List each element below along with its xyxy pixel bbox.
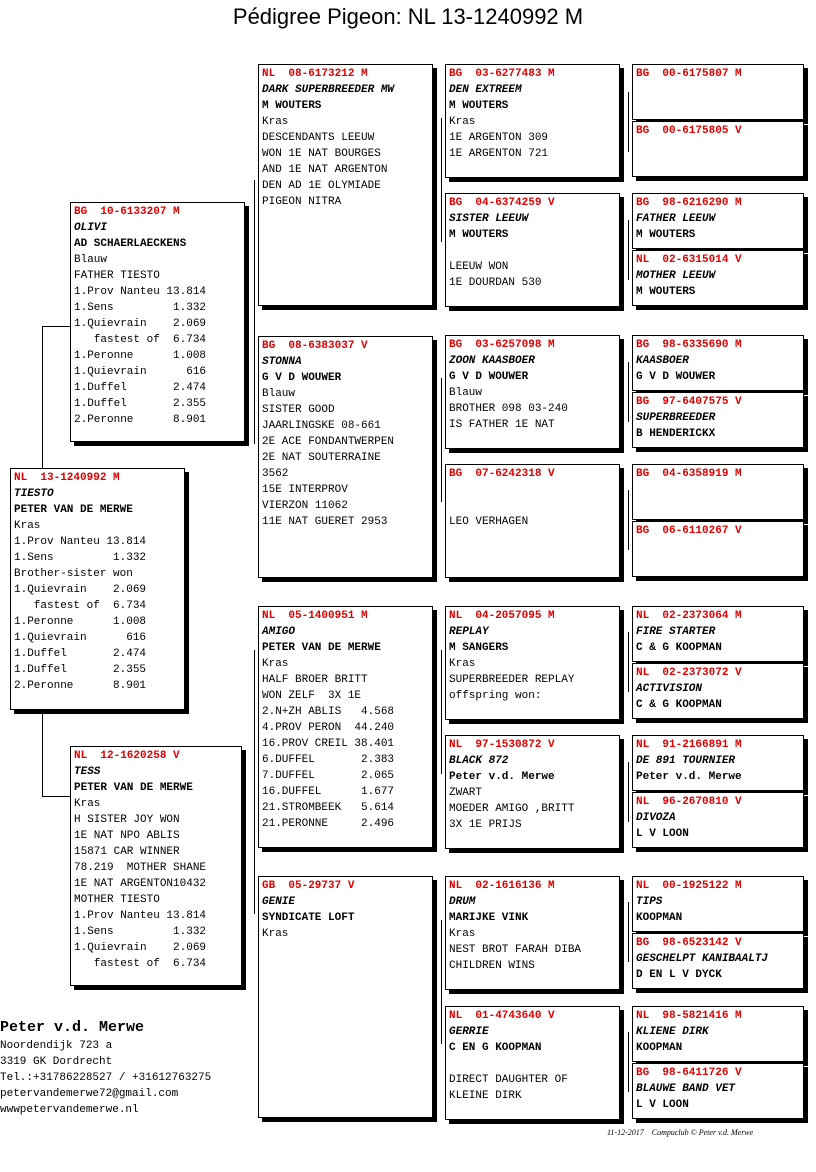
pigeon-card (445, 876, 620, 990)
pigeon-card (632, 521, 804, 577)
result-line: 4.PROV PERON 44.240 (262, 722, 395, 734)
ring-number: BG 10-6133207 M (74, 206, 180, 218)
pigeon-name: TESS (74, 766, 101, 778)
result-line: 1.Duffel 2.474 (74, 382, 207, 394)
result-line: AND 1E NAT ARGENTON (262, 164, 388, 176)
result-line: Kras (449, 116, 476, 128)
result-line: Brother-sister won (14, 568, 133, 580)
pigeon-card (445, 735, 620, 849)
result-line: 16.PROV CREIL 38.401 (262, 738, 395, 750)
owner-name: G V D WOUWER (636, 371, 716, 383)
owner-name: C & G KOOPMAN (636, 699, 722, 711)
ring-number: NL 02-6315014 V (636, 254, 742, 266)
owner-name: D EN L V DYCK (636, 969, 722, 981)
result-line: H SISTER JOY WON (74, 814, 180, 826)
result-line: 21.PERONNE 2.496 (262, 818, 395, 830)
ring-number: NL 12-1620258 V (74, 750, 180, 762)
pigeon-card (632, 792, 804, 848)
result-line: 1E NAT ARGENTON10432 (74, 878, 207, 890)
result-line: 7.DUFFEL 2.065 (262, 770, 395, 782)
result-line: SISTER GOOD (262, 404, 335, 416)
ring-number: NL 96-2670810 V (636, 796, 742, 808)
pigeon-card (445, 193, 620, 307)
ring-number: BG 98-6411726 V (636, 1067, 742, 1079)
pigeon-card (632, 64, 804, 120)
pigeon-card (632, 876, 804, 932)
result-line: MOTHER TIESTO (74, 894, 160, 906)
page-title: Pédigree Pigeon: NL 13-1240992 M (232, 4, 584, 29)
result-line: 1.Quievrain 2.069 (14, 584, 147, 596)
result-line: 1E DOURDAN 530 (449, 277, 542, 289)
result-line: MOEDER AMIGO ,BRITT (449, 803, 575, 815)
pigeon-card (70, 746, 242, 986)
pigeon-name: DRUM (449, 896, 476, 908)
pigeon-card (632, 464, 804, 520)
result-line: 11E NAT GUERET 2953 (262, 516, 388, 528)
ring-number: BG 04-6358919 M (636, 468, 742, 480)
result-line: Blauw (262, 388, 296, 400)
result-line: LEO VERHAGEN (449, 516, 529, 528)
pigeon-name: GENIE (262, 896, 296, 908)
ring-number: GB 05-29737 V (262, 880, 355, 892)
owner-name: KOOPMAN (636, 912, 683, 924)
result-line: 2E ACE FONDANTWERPEN (262, 436, 395, 448)
pigeon-card (632, 392, 804, 448)
result-line: Kras (14, 520, 41, 532)
result-line: PIGEON NITRA (262, 196, 342, 208)
result-line: 1.Duffel 2.474 (14, 648, 147, 660)
owner-name: AD SCHAERLAECKENS (74, 238, 187, 250)
result-line: Kras (449, 658, 476, 670)
owner-name: M WOUTERS (636, 286, 696, 298)
result-line: Blauw (74, 254, 108, 266)
pigeon-name: DE 891 TOURNIER (636, 755, 736, 767)
result-line: 1.Quievrain 616 (74, 366, 207, 378)
pigeon-name: BLAUWE BAND VET (636, 1083, 736, 1095)
result-line: LEEUW WON (449, 261, 509, 273)
ring-number: BG 98-6335690 M (636, 339, 742, 351)
pigeon-name: TIPS (636, 896, 663, 908)
result-line: 1.Quievrain 2.069 (74, 318, 207, 330)
pigeon-name: MOTHER LEEUW (636, 270, 716, 282)
result-line: Kras (262, 928, 289, 940)
breeder-contact (0, 1018, 211, 1118)
result-line: 78.219 MOTHER SHANE (74, 862, 207, 874)
pigeon-card (632, 933, 804, 989)
pigeon-name: AMIGO (262, 626, 296, 638)
pigeon-card (70, 202, 245, 442)
owner-name: M WOUTERS (449, 229, 509, 241)
pigeon-name: BLACK 872 (449, 755, 509, 767)
ring-number: BG 00-6175807 M (636, 68, 742, 80)
result-line: CHILDREN WINS (449, 960, 535, 972)
ring-number: NL 91-2166891 M (636, 739, 742, 751)
result-line: 1.Sens 1.332 (74, 926, 207, 938)
owner-name: Peter v.d. Merwe (449, 771, 555, 783)
result-line: 1.Prov Nanteu 13.814 (74, 910, 207, 922)
result-line: 2.Peronne 8.901 (74, 414, 207, 426)
result-line: 16.DUFFEL 1.677 (262, 786, 395, 798)
result-line: DIRECT DAUGHTER OF (449, 1074, 568, 1086)
owner-name: B HENDERICKX (636, 428, 716, 440)
result-line: NEST BROT FARAH DIBA (449, 944, 582, 956)
result-line: JAARLINGSKE 08-661 (262, 420, 381, 432)
result-line: IS FATHER 1E NAT (449, 419, 555, 431)
pigeon-card (632, 735, 804, 791)
ring-number: BG 97-6407575 V (636, 396, 742, 408)
result-line: fastest of 6.734 (74, 334, 207, 346)
owner-name: SYNDICATE LOFT (262, 912, 355, 924)
pigeon-name: GERRIE (449, 1026, 489, 1038)
ring-number: BG 98-6523142 V (636, 937, 742, 949)
ring-number: BG 07-6242318 V (449, 468, 555, 480)
ring-number: BG 03-6277483 M (449, 68, 555, 80)
pigeon-card (632, 1063, 804, 1119)
pigeon-card (632, 1006, 804, 1062)
ring-number: BG 00-6175805 V (636, 125, 742, 137)
result-line: 1.Sens 1.332 (74, 302, 207, 314)
owner-name: G V D WOUWER (262, 372, 342, 384)
copyright-note: 11-12-2017 Compuclub © Peter v.d. Merwe (607, 1128, 754, 1137)
ring-number: NL 08-6173212 M (262, 68, 368, 80)
owner-name: M WOUTERS (636, 229, 696, 241)
owner-name (449, 498, 616, 514)
result-line: 1.Sens 1.332 (14, 552, 147, 564)
ring-number: BG 03-6257098 M (449, 339, 555, 351)
result-line: 3562 (262, 468, 289, 480)
result-line: fastest of 6.734 (14, 600, 147, 612)
result-line: 1E ARGENTON 721 (449, 148, 549, 160)
pigeon-card (632, 121, 804, 177)
owner-name: PETER VAN DE MERWE (262, 642, 381, 654)
result-line: 2E NAT SOUTERRAINE (262, 452, 381, 464)
owner-name: KOOPMAN (636, 1042, 683, 1054)
result-line: 15871 CAR WINNER (74, 846, 180, 858)
pigeon-name: DARK SUPERBREEDER MW (262, 84, 395, 96)
result-line: HALF BROER BRITT (262, 674, 368, 686)
ring-number: NL 13-1240992 M (14, 472, 120, 484)
address-line-1: Noordendijk 723 a (0, 1040, 113, 1052)
owner-name: L V LOON (636, 828, 689, 840)
result-line: 1E NAT NPO ABLIS (74, 830, 180, 842)
result-line: SUPERBREEDER REPLAY (449, 674, 575, 686)
result-line: 1.Quievrain 616 (14, 632, 147, 644)
result-line: 6.DUFFEL 2.383 (262, 754, 395, 766)
pigeon-name: TIESTO (14, 488, 54, 500)
result-line (449, 243, 616, 259)
owner-name: MARIJKE VINK (449, 912, 529, 924)
result-line: 1.Prov Nanteu 13.814 (74, 286, 207, 298)
pigeon-card (258, 606, 433, 848)
ring-number: NL 00-1925122 M (636, 880, 742, 892)
ring-number: NL 02-2373064 M (636, 610, 742, 622)
owner-name: M WOUTERS (449, 100, 509, 112)
result-line: BROTHER 098 03-240 (449, 403, 568, 415)
result-line: KLEINE DIRK (449, 1090, 522, 1102)
result-line: WON 1E NAT BOURGES (262, 148, 381, 160)
result-line: 2.Peronne 8.901 (14, 680, 147, 692)
pigeon-name: REPLAY (449, 626, 489, 638)
result-line: DESCENDANTS LEEUW (262, 132, 375, 144)
result-line: VIERZON 11062 (262, 500, 348, 512)
result-line: Kras (74, 798, 101, 810)
result-line: FATHER TIESTO (74, 270, 160, 282)
owner-name: C & G KOOPMAN (636, 642, 722, 654)
owner-name: M WOUTERS (262, 100, 322, 112)
result-line: Kras (449, 928, 476, 940)
pigeon-card (445, 606, 620, 720)
pigeon-name (449, 482, 616, 498)
pigeon-card (445, 64, 620, 178)
breeder-name: Peter v.d. Merwe (0, 1019, 145, 1036)
result-line: 21.STROMBEEK 5.614 (262, 802, 395, 814)
ring-number: NL 01-4743640 V (449, 1010, 555, 1022)
result-line: 15E INTERPROV (262, 484, 348, 496)
phone-numbers: Tel.:+31786228527 / +31612763275 (0, 1072, 212, 1084)
result-line: 1.Quievrain 2.069 (74, 942, 207, 954)
ring-number: NL 02-1616136 M (449, 880, 555, 892)
pigeon-name: FATHER LEEUW (636, 213, 716, 225)
pigeon-card (445, 335, 620, 449)
result-line: 1E ARGENTON 309 (449, 132, 549, 144)
ring-number: BG 98-6216290 M (636, 197, 742, 209)
owner-name: PETER VAN DE MERWE (74, 782, 193, 794)
owner-name: M SANGERS (449, 642, 509, 654)
result-line: DEN AD 1E OLYMIADE (262, 180, 381, 192)
pigeon-name: FIRE STARTER (636, 626, 716, 638)
result-line: 1.Duffel 2.355 (14, 664, 147, 676)
ring-number: NL 02-2373072 V (636, 667, 742, 679)
pigeon-name: STONNA (262, 356, 302, 368)
pigeon-name: ACTIVISION (636, 683, 703, 695)
result-line: 3X 1E PRIJS (449, 819, 522, 831)
owner-name: PETER VAN DE MERWE (14, 504, 133, 516)
pigeon-card (258, 336, 433, 578)
address-line-2: 3319 GK Dordrecht (0, 1056, 113, 1068)
result-line: ZWART (449, 787, 483, 799)
pigeon-card (632, 193, 804, 249)
result-line: 1.Prov Nanteu 13.814 (14, 536, 147, 548)
result-line (449, 1056, 616, 1072)
pigeon-name: SISTER LEEUW (449, 213, 529, 225)
pigeon-card (445, 464, 620, 578)
result-line: 1.Peronne 1.008 (74, 350, 207, 362)
pigeon-card (10, 468, 185, 710)
pigeon-name: ZOON KAASBOER (449, 355, 535, 367)
email-address: petervandemerwe72@gmail.com (0, 1088, 179, 1100)
result-line: Kras (262, 658, 289, 670)
pigeon-name: SUPERBREEDER (636, 412, 716, 424)
pigeon-name: DIVOZA (636, 812, 676, 824)
ring-number: BG 06-6110267 V (636, 525, 742, 537)
result-line: Blauw (449, 387, 483, 399)
result-line: WON ZELF 3X 1E (262, 690, 362, 702)
owner-name: L V LOON (636, 1099, 689, 1111)
pigeon-card (632, 335, 804, 391)
pigeon-name: OLIVI (74, 222, 108, 234)
ring-number: NL 97-1530872 V (449, 739, 555, 751)
owner-name: C EN G KOOPMAN (449, 1042, 542, 1054)
ring-number: NL 05-1400951 M (262, 610, 368, 622)
website: wwwpetervandemerwe.nl (0, 1104, 139, 1116)
ring-number: BG 08-6383037 V (262, 340, 368, 352)
result-line: 2.N+ZH ABLIS 4.568 (262, 706, 395, 718)
pigeon-card (632, 250, 804, 306)
ring-number: BG 04-6374259 V (449, 197, 555, 209)
pigeon-name: GESCHELPT KANIBAALTJ (636, 953, 769, 965)
pigeon-card (258, 876, 433, 1118)
ring-number: NL 98-5821416 M (636, 1010, 742, 1022)
result-line: offspring won: (449, 690, 542, 702)
pigeon-card (632, 663, 804, 719)
pigeon-card (445, 1006, 620, 1120)
result-line: fastest of 6.734 (74, 958, 207, 970)
pigeon-name: DEN EXTREEM (449, 84, 522, 96)
result-line: Kras (262, 116, 289, 128)
result-line: 1.Peronne 1.008 (14, 616, 147, 628)
ring-number: NL 04-2057095 M (449, 610, 555, 622)
pigeon-card (258, 64, 433, 306)
owner-name: G V D WOUWER (449, 371, 529, 383)
result-line: 1.Duffel 2.355 (74, 398, 207, 410)
pigeon-card (632, 606, 804, 662)
owner-name: Peter v.d. Merwe (636, 771, 742, 783)
pigeon-name: KLIENE DIRK (636, 1026, 709, 1038)
pigeon-name: KAASBOER (636, 355, 689, 367)
